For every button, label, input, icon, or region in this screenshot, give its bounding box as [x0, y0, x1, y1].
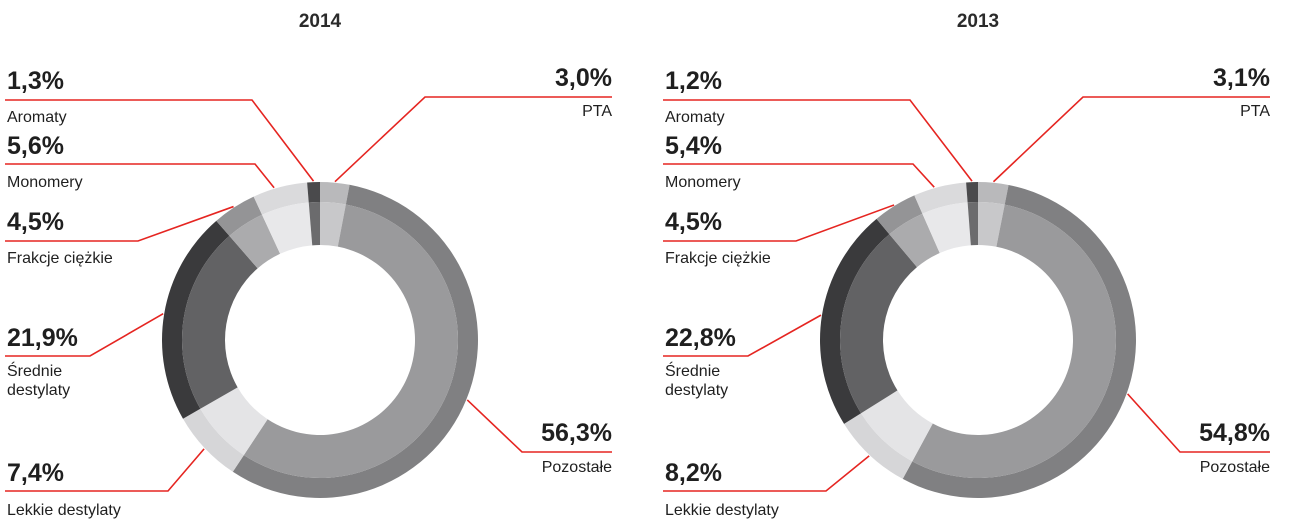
- data-label-lekkie-destylaty: 8,2%: [665, 459, 722, 487]
- category-label-pta: PTA: [1240, 103, 1270, 120]
- data-label-frakcje-ciezkie: 4,5%: [665, 208, 722, 236]
- data-label-lekkie-destylaty: 7,4%: [7, 459, 64, 487]
- donut-panel-2014: [0, 0, 640, 525]
- data-label-srednie-destylaty: 21,9%: [7, 324, 78, 352]
- leader-line-pta: [993, 97, 1270, 182]
- slice-aromaty-outer: [966, 182, 978, 202]
- slice-pta-outer: [320, 182, 350, 204]
- category-label-aromaty: Aromaty: [665, 109, 725, 126]
- data-label-monomery: 5,4%: [665, 132, 722, 160]
- category-label-aromaty: Aromaty: [7, 109, 67, 126]
- category-label-lekkie-destylaty: Lekkie destylaty: [7, 502, 121, 519]
- slice-pta-outer: [978, 182, 1009, 205]
- data-label-pozostale: 54,8%: [1199, 419, 1270, 447]
- category-label-frakcje-ciezkie: Frakcje ciężkie: [7, 250, 113, 267]
- chart-title: 2014: [298, 11, 342, 32]
- category-label-srednie-destylaty: Średnie destylaty: [7, 363, 71, 399]
- slice-aromaty-outer: [307, 182, 320, 202]
- category-label-monomery: Monomery: [7, 174, 83, 191]
- category-label-pozostale: Pozostałe: [1199, 459, 1270, 476]
- category-label-srednie-destylaty: Średnie destylaty: [665, 363, 729, 399]
- donut-chart-2013: [658, 0, 1298, 525]
- data-label-monomery: 5,6%: [7, 132, 64, 160]
- category-label-lekkie-destylaty: Lekkie destylaty: [665, 502, 779, 519]
- category-label-pta: PTA: [582, 103, 612, 120]
- data-label-aromaty: 1,2%: [665, 67, 722, 95]
- leader-line-pta: [335, 97, 612, 182]
- data-label-aromaty: 1,3%: [7, 67, 64, 95]
- chart-title: 2013: [956, 11, 1000, 32]
- data-label-frakcje-ciezkie: 4,5%: [7, 208, 64, 236]
- category-label-frakcje-ciezkie: Frakcje ciężkie: [665, 250, 771, 267]
- data-label-pozostale: 56,3%: [541, 419, 612, 447]
- donut-chart-2014: [0, 0, 640, 525]
- category-label-monomery: Monomery: [665, 174, 741, 191]
- data-label-pta: 3,1%: [1213, 64, 1270, 92]
- donut-panel-2013: [658, 0, 1298, 525]
- data-label-srednie-destylaty: 22,8%: [665, 324, 736, 352]
- data-label-pta: 3,0%: [555, 64, 612, 92]
- category-label-pozostale: Pozostałe: [541, 459, 612, 476]
